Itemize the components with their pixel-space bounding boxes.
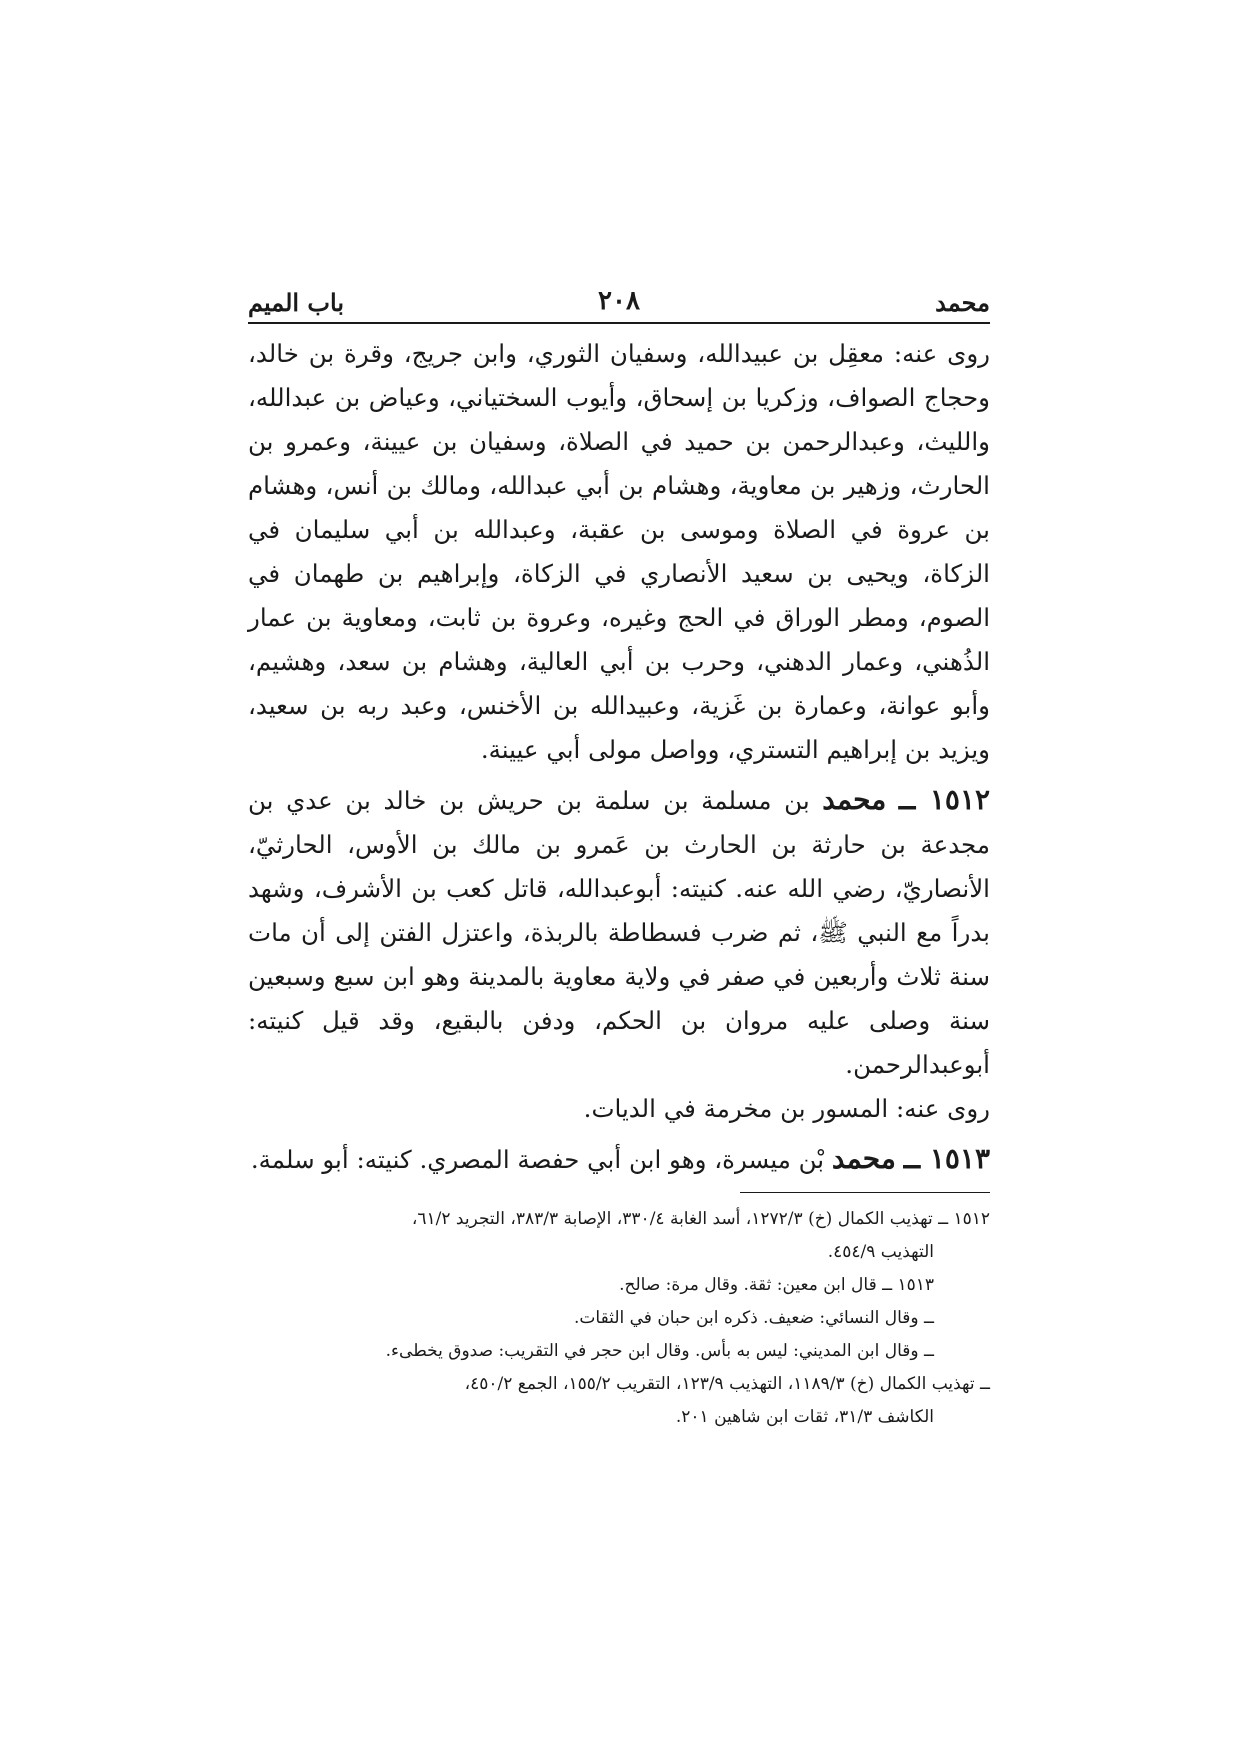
book-page — [248, 286, 990, 1434]
footnotes — [248, 1203, 990, 1434]
footnote-line: التهذيب ٤٥٤/٩. — [827, 1242, 934, 1262]
page-number: ٢٠٨ — [598, 286, 640, 316]
footnote-line: الكاشف ٣١/٣، ثقات ابن شاهين ٢٠١. — [675, 1407, 934, 1427]
narrators-paragraph: روى عنه: معقِل بن عبيدالله، وسفيان الثوري، وابن جريج، وقرة بن خالد، وحجاج الصواف، وزكريا بن إسحاق، وأيوب السختياني، وعياض بن عبدالله، والليث، وعبدالرحمن بن حميد في الصلاة، وسفيان بن عيينة، وعمرو بن الحارث، وزهير بن معاوية، وهشام بن أبي عبدالله، ومالك بن أنس، وهشام بن عروة في الصلاة وموسى بن عقبة، وعبدالله بن أبي سليمان في الزكاة، ويحيى بن سعيد الأنصاري في الزكاة، وإبراهيم بن طهمان في الصوم، ومطر الوراق في الحج وغيره، وعروة بن ثابت، ومعاوية بن عمار الذُهني، وعمار الدهني، وحرب بن أبي العالية، وهشام بن سعد، وهشيم، وأبو عوانة، وعمارة بن غَزية، وعبيدالله بن الأخنس، وعبد ربه بن سعيد، ويزيد بن إبراهيم التستري، وواصل مولى أبي عيينة. — [248, 339, 990, 764]
entry-1512-narrators: روى عنه: المسور بن مخرمة في الديات. — [583, 1094, 990, 1123]
footnote-line: ــ تهذيب الكمال (خ) ١١٨٩/٣، التهذيب ١٢٣/٩، التقريب ١٥٥/٢، الجمع ٤٥٠/٢، — [464, 1374, 990, 1394]
main-text — [248, 332, 990, 1182]
entry-1513 — [248, 1137, 990, 1182]
footnote-line: ١٥١٣ ــ قال ابن معين: ثقة. وقال مرة: صالح. — [619, 1275, 934, 1295]
entry-number: ١٥١٢ ــ — [898, 783, 991, 816]
entry-name: محمد — [831, 1142, 896, 1175]
footnote-line: ــ وقال النسائي: ضعيف. ذكره ابن حبان في الثقات. — [574, 1308, 934, 1328]
entry-text: بن مسلمة بن سلمة بن حريش بن خالد بن عدي بن مجدعة بن حارثة بن الحارث بن عَمرو بن مالك بن الأوس، الحارثيّ، الأنصاريّ، رضي الله عنه. كنيته: أبوعبدالله، قاتل كعب بن الأشرف، وشهد بدراً مع النبي ﷺ، ثم ضرب فسطاطة بالربذة، واعتزل الفتن إلى أن مات سنة ثلاث وأربعين في صفر في ولاية معاوية بالمدينة وهو ابن سبع وسبعين سنة وصلى عليه مروان بن الحكم، ودفن بالبقيع، وقد قيل كنيته: أبوعبدالرحمن. — [248, 786, 990, 1079]
entry-number: ١٥١٣ ــ — [903, 1142, 990, 1175]
entry-1512 — [248, 778, 990, 1087]
header-chapter-title: باب الميم — [248, 288, 345, 317]
footnote-line: ١٥١٢ ــ تهذيب الكمال (خ) ١٢٧٢/٣، أسد الغابة ٣٣٠/٤، الإصابة ٣٨٣/٣، التجريد ٦١/٢، — [411, 1209, 990, 1229]
entry-text: بْن ميسرة، وهو ابن أبي حفصة المصري. كنيته: أبو سلمة. — [250, 1145, 825, 1174]
entry-name: محمد — [822, 783, 887, 816]
footnote-separator — [740, 1192, 990, 1193]
running-header — [248, 286, 990, 322]
header-rule — [248, 322, 990, 324]
footnote-line: ــ وقال ابن المديني: ليس به بأس. وقال ابن حجر في التقريب: صدوق يخطىء. — [385, 1341, 934, 1361]
header-entry-name: محمد — [935, 288, 990, 317]
